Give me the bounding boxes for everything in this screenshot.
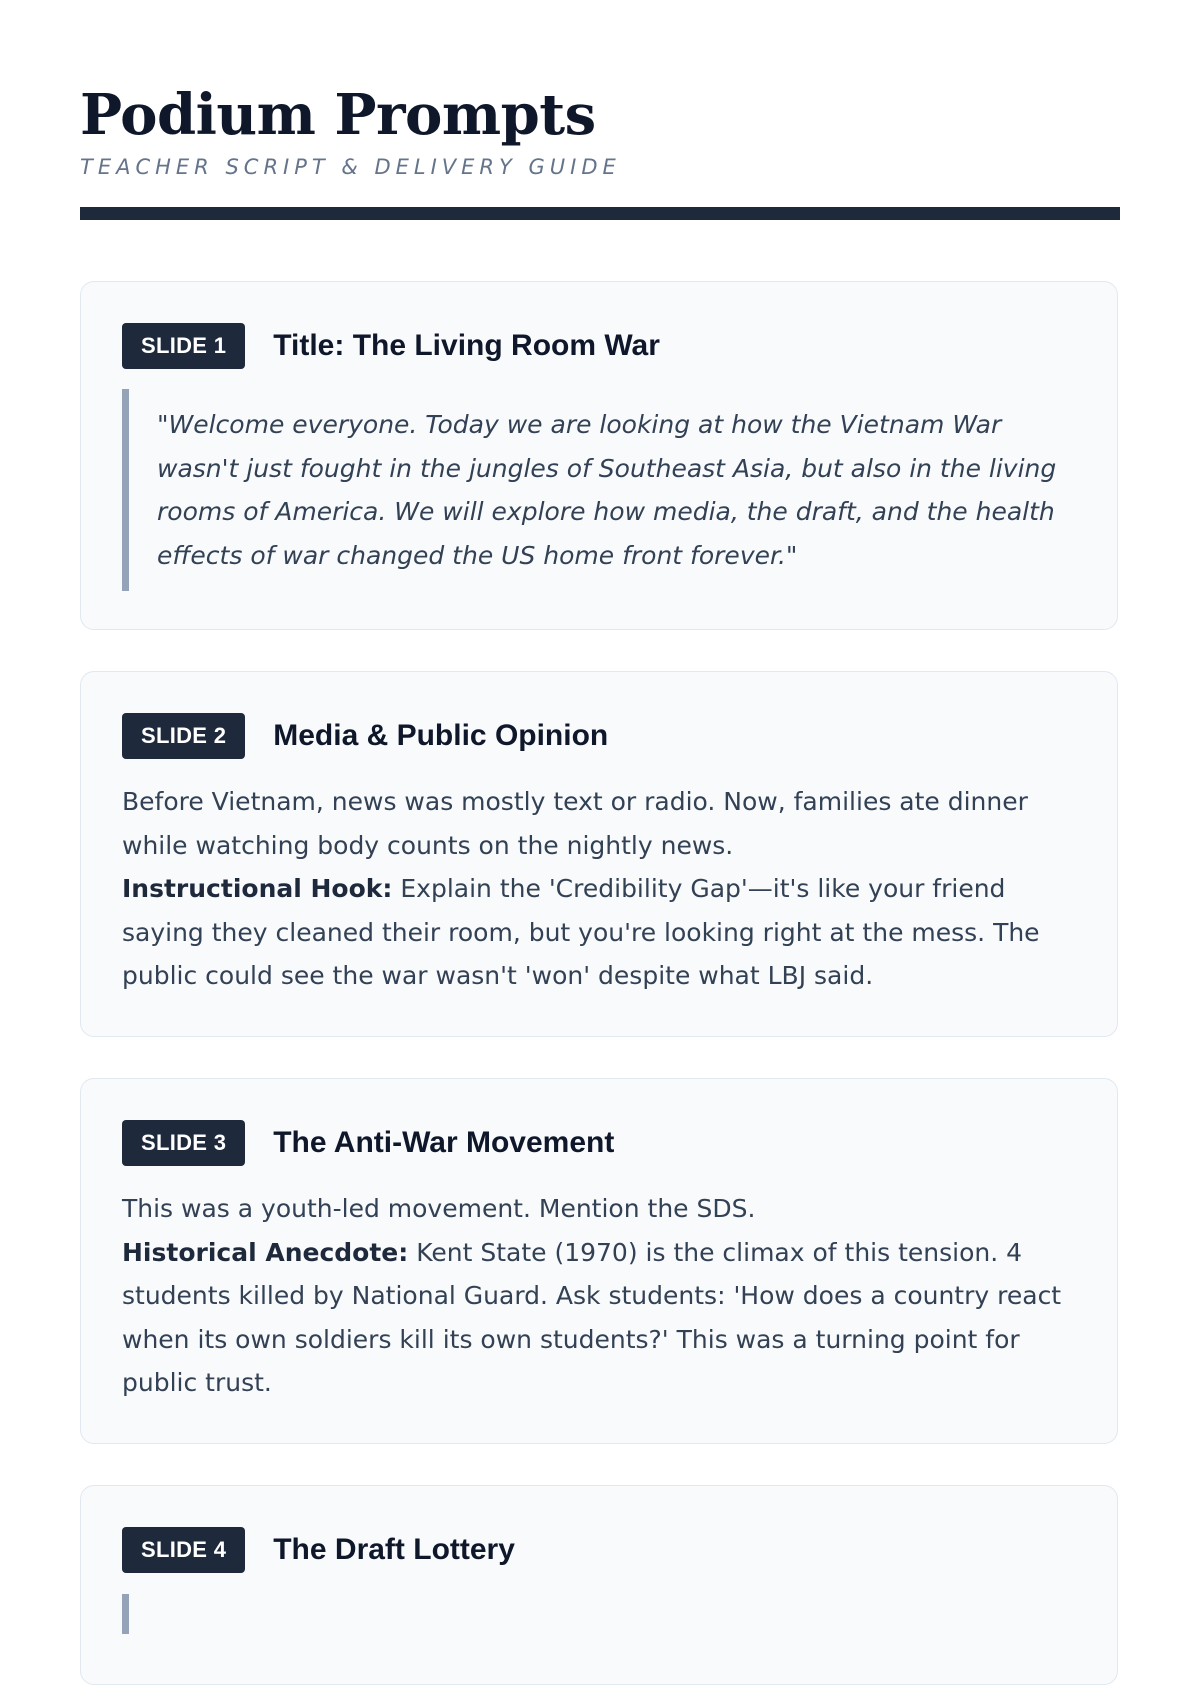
slide-card-header (122, 1527, 515, 1573)
slide-card-2 (80, 671, 1118, 1037)
note-label: Historical Anecdote: (122, 1237, 409, 1267)
slide-card-1 (80, 281, 1118, 630)
slide-card-header (122, 713, 608, 759)
slide-script-quote: "Welcome everyone. Today we are looking at how the Vietnam War wasn't just fought in the jungles of Southeast Asia, but also in the living rooms of America. We will explore how media, the draft, and the health effects of war changed the US home front forever." (122, 389, 1062, 591)
page-header (80, 0, 1120, 220)
slide-title: Media & Public Opinion (273, 719, 609, 752)
slide-badge: SLIDE 1 (122, 323, 245, 369)
slide-notes-text: Before Vietnam, news was mostly text or radio. Now, families ate dinner while watching body counts on the nightly news. (122, 787, 1028, 860)
document-page (80, 0, 1120, 1566)
slide-notes (122, 1187, 1082, 1405)
slide-title: The Draft Lottery (273, 1533, 515, 1566)
slide-badge: SLIDE 3 (122, 1120, 245, 1166)
slide-card-3 (80, 1078, 1118, 1444)
note-label-text: Kent State (1970) is the climax of this tension. 4 students killed by National Guard. Ask students: 'How does a country react when its own soldiers kill its own students?' This was a turning point for public trust. (122, 1237, 1062, 1397)
slide-script-quote-bar (122, 1594, 129, 1634)
note-label-text: Explain the 'Credibility Gap'—it's like your friend saying they cleaned their room, but you're looking right at the mess. The public could see the war wasn't 'won' despite what LBJ said. (122, 874, 1040, 990)
slide-notes-labeled (122, 867, 1082, 998)
page-title: Podium Prompts (80, 82, 596, 148)
slide-notes-text: This was a youth-led movement. Mention the SDS. (122, 1194, 756, 1223)
slide-title: Title: The Living Room War (273, 329, 660, 362)
page-subtitle: TEACHER SCRIPT & DELIVERY GUIDE (80, 155, 621, 179)
slide-notes (122, 780, 1082, 998)
slide-card-header (122, 1120, 614, 1166)
slide-badge: SLIDE 4 (122, 1527, 245, 1573)
slide-card-4 (80, 1485, 1118, 1685)
note-label: Instructional Hook: (122, 874, 393, 903)
header-divider (80, 207, 1120, 220)
slide-title: The Anti-War Movement (273, 1126, 615, 1159)
slide-notes-labeled (122, 1231, 1082, 1405)
slide-badge: SLIDE 2 (122, 713, 245, 759)
slide-card-header (122, 323, 660, 369)
